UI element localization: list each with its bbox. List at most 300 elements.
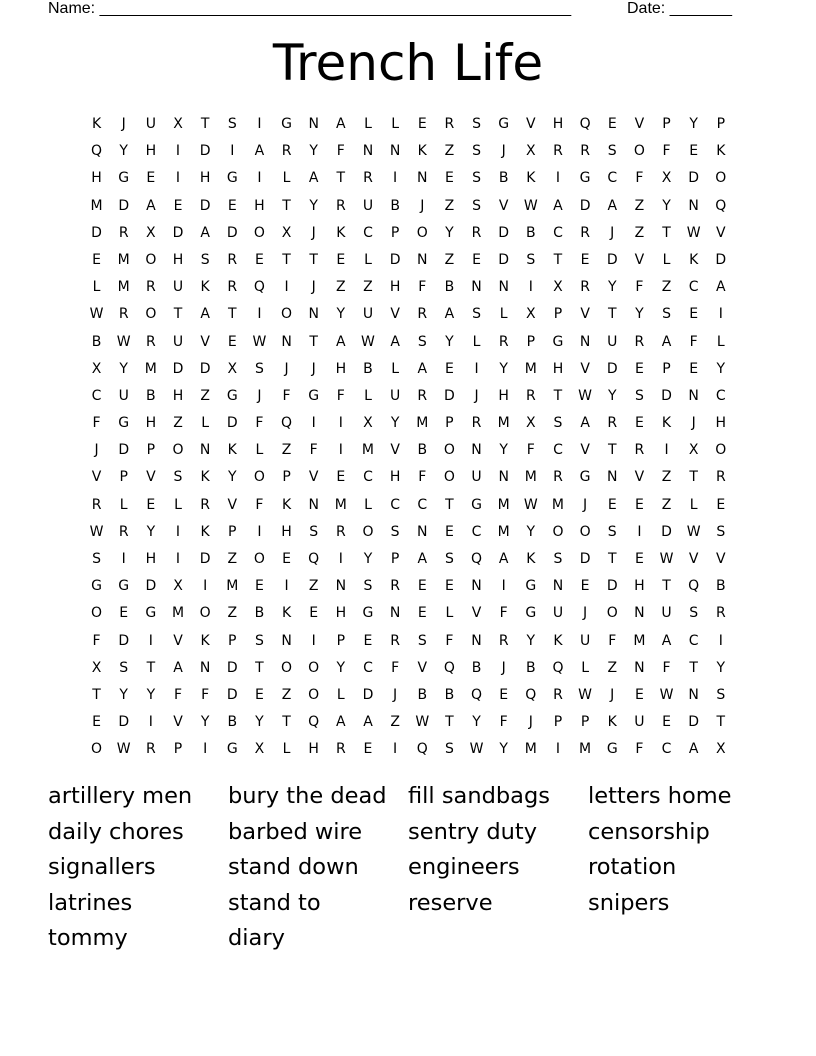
grid-letter: R [145, 333, 156, 350]
grid-letter: F [282, 387, 291, 404]
grid-letter: F [635, 279, 644, 296]
grid-letter: O [281, 306, 293, 323]
grid-letter: T [282, 197, 291, 214]
grid-letter: Y [119, 686, 128, 703]
grid-letter: R [118, 224, 129, 241]
grid-letter: M [497, 496, 510, 513]
grid-letter: G [606, 741, 618, 758]
word-list-item: rotation [588, 854, 677, 881]
grid-letter: S [309, 523, 319, 540]
word-list-row [48, 921, 768, 957]
grid-letter: I [257, 116, 262, 132]
grid-letter: A [688, 741, 699, 758]
grid-letter: M [416, 415, 429, 432]
grid-letter: U [118, 387, 129, 404]
grid-letter: P [553, 714, 563, 731]
grid-letter: N [498, 469, 509, 486]
grid-letter: S [444, 551, 454, 567]
grid-letter: I [203, 741, 208, 758]
grid-letter: R [471, 415, 482, 432]
grid-letter: O [145, 251, 157, 268]
word-list-item: artillery men [48, 783, 193, 809]
grid-letter: T [309, 333, 318, 350]
grid-letter: F [662, 659, 671, 676]
grid-letter: E [634, 551, 644, 567]
grid-letter: E [499, 686, 509, 703]
grid-letter: A [200, 224, 210, 241]
grid-letter: Y [309, 143, 318, 160]
grid-letter: I [474, 360, 479, 377]
grid-letter: H [172, 387, 184, 404]
grid-letter: R [634, 442, 645, 459]
grid-letter: T [716, 714, 726, 731]
word-list-item: tommy [48, 925, 128, 952]
grid-letter: I [121, 551, 126, 567]
grid-letter: K [227, 442, 237, 459]
grid-letter: X [553, 279, 563, 296]
name-field-label: Name: _____________________________________________________ [48, 0, 572, 17]
grid-letter: O [715, 442, 727, 459]
grid-letter: S [526, 251, 536, 268]
grid-letter: E [119, 605, 129, 622]
grid-letter: R [553, 686, 563, 703]
grid-letter: L [445, 605, 454, 622]
grid-letter: L [391, 116, 400, 132]
grid-letter: K [689, 251, 699, 268]
grid-letter: A [661, 632, 672, 649]
grid-letter: J [583, 496, 588, 513]
grid-letter: E [607, 116, 617, 132]
grid-letter: K [716, 143, 726, 160]
word-list-item: snipers [588, 889, 670, 916]
grid-letter: Z [308, 578, 319, 595]
grid-letter: P [390, 551, 400, 567]
grid-letter: O [416, 224, 428, 241]
grid-letter: G [91, 578, 102, 595]
grid-letter: G [118, 415, 130, 432]
grid-letter: H [498, 387, 509, 404]
grid-letter: W [523, 496, 538, 513]
grid-letter: X [91, 659, 102, 676]
grid-letter: F [92, 415, 101, 432]
grid-letter: Y [526, 523, 536, 540]
grid-letter: Y [526, 632, 536, 649]
grid-letter: D [118, 632, 130, 649]
word-list-item: latrines [48, 889, 133, 916]
grid-letter: C [363, 469, 373, 486]
grid-letter: Q [525, 686, 537, 703]
grid-letter: J [393, 686, 398, 703]
grid-letter: E [607, 496, 617, 513]
grid-letter: S [200, 251, 210, 268]
grid-letter: E [336, 251, 346, 268]
grid-letter: K [200, 523, 210, 540]
grid-letter: R [200, 496, 210, 513]
grid-letter: R [715, 605, 726, 622]
grid-letter: H [715, 415, 727, 432]
word-search-grid [83, 111, 735, 764]
grid-letter: H [145, 551, 157, 567]
grid-letter: F [499, 605, 508, 622]
grid-letter: L [119, 496, 128, 513]
grid-letter: W [89, 306, 104, 323]
grid-letter: K [200, 469, 210, 486]
grid-letter: E [444, 170, 454, 187]
grid-letter: E [227, 333, 237, 350]
grid-letter: J [610, 224, 615, 241]
grid-letter: W [659, 551, 674, 567]
grid-letter: T [255, 659, 264, 676]
grid-letter: W [116, 741, 131, 758]
grid-letter: Q [471, 686, 483, 703]
grid-letter: N [199, 659, 211, 676]
grid-letter: C [661, 741, 672, 758]
grid-letter: V [200, 333, 210, 350]
grid-letter: F [662, 143, 671, 160]
grid-letter: J [311, 224, 316, 241]
grid-letter: Q [281, 415, 293, 432]
grid-letter: N [607, 469, 618, 486]
grid-letter: V [716, 224, 726, 241]
grid-letter: I [393, 170, 398, 187]
grid-letter: D [579, 551, 591, 567]
grid-letter: V [173, 632, 183, 649]
grid-letter: D [91, 224, 102, 241]
grid-letter: Z [390, 714, 400, 731]
grid-letter: M [117, 279, 130, 296]
grid-letter: T [309, 251, 318, 268]
grid-letter: R [715, 469, 726, 486]
grid-letter: G [118, 170, 130, 187]
grid-letter: M [551, 496, 564, 513]
grid-letter: I [257, 523, 262, 540]
grid-letter: G [525, 605, 537, 622]
grid-letter: N [498, 279, 509, 296]
grid-letter: E [282, 551, 291, 567]
grid-letter: I [664, 442, 669, 459]
grid-letter: S [417, 333, 427, 350]
grid-letter: I [175, 170, 181, 187]
grid-letter: T [607, 306, 617, 323]
grid-letter: H [145, 415, 157, 432]
grid-letter: R [580, 224, 590, 241]
grid-letter: I [393, 741, 398, 758]
grid-letter: R [444, 116, 455, 132]
grid-letter: I [311, 632, 316, 649]
grid-letter: U [471, 469, 482, 486]
grid-letter: O [253, 551, 265, 567]
grid-letter: N [634, 605, 645, 622]
grid-letter: J [94, 442, 99, 459]
grid-letter: G [579, 170, 591, 187]
grid-letter: V [526, 116, 536, 132]
grid-letter: Q [443, 659, 455, 676]
grid-letter: W [361, 333, 375, 350]
grid-letter: C [553, 224, 563, 241]
grid-letter: V [580, 360, 590, 377]
grid-letter: Z [634, 197, 645, 214]
grid-letter: Y [227, 469, 237, 486]
word-list-item: sentry duty [408, 818, 538, 845]
grid-letter: R [335, 197, 346, 214]
grid-letter: I [175, 551, 181, 567]
grid-letter: Y [363, 551, 373, 567]
grid-letter: H [389, 469, 401, 486]
grid-letter: O [253, 224, 265, 241]
grid-letter: N [688, 686, 699, 703]
grid-letter: H [335, 605, 347, 622]
grid-letter: J [257, 387, 262, 404]
grid-letter: I [284, 578, 289, 595]
grid-letter: V [227, 496, 238, 513]
grid-letter: F [526, 442, 535, 459]
grid-letter: L [662, 251, 671, 268]
grid-letter: C [91, 387, 102, 404]
grid-letter: S [472, 170, 481, 187]
grid-letter: D [199, 143, 211, 160]
grid-letter: M [361, 442, 375, 459]
grid-letter: U [661, 605, 672, 622]
grid-letter: R [335, 741, 346, 758]
page-title: Trench Life [272, 34, 544, 92]
grid-letter: R [227, 279, 238, 296]
grid-letter: N [471, 578, 482, 595]
grid-letter: E [580, 251, 590, 268]
grid-letter: A [200, 306, 210, 323]
grid-letter: X [227, 360, 238, 377]
grid-letter: P [173, 741, 183, 758]
grid-letter: I [148, 632, 153, 649]
grid-letter: T [662, 224, 671, 241]
grid-letter: S [607, 143, 617, 160]
grid-letter: U [389, 387, 401, 404]
grid-letter: S [363, 578, 373, 595]
grid-letter: Y [499, 741, 508, 758]
grid-letter: Q [552, 659, 564, 676]
grid-letter: Y [200, 714, 210, 731]
grid-letter: G [308, 387, 320, 404]
grid-letter: G [525, 578, 537, 595]
grid-letter: F [309, 442, 318, 459]
grid-letter: Y [119, 143, 128, 160]
grid-letter: Y [390, 415, 400, 432]
grid-letter: E [662, 714, 671, 731]
grid-letter: U [607, 333, 618, 350]
grid-letter: D [715, 251, 727, 268]
grid-letter: P [390, 224, 400, 241]
grid-letter: L [174, 496, 182, 513]
grid-letter: A [254, 143, 265, 160]
word-list-item: bury the dead [228, 783, 387, 809]
grid-letter: E [92, 714, 101, 731]
grid-letter: Y [472, 714, 481, 731]
grid-letter: G [118, 578, 130, 595]
grid-letter: K [553, 632, 563, 649]
grid-letter: Y [662, 197, 671, 214]
grid-letter: E [309, 605, 319, 622]
grid-letter: R [417, 387, 428, 404]
word-list-row [48, 779, 768, 815]
grid-letter: R [471, 224, 482, 241]
grid-letter: P [553, 306, 563, 323]
grid-letter: Z [281, 686, 292, 703]
grid-letter: I [284, 279, 289, 296]
grid-letter: L [201, 415, 210, 432]
grid-letter: Z [661, 496, 672, 513]
grid-letter: N [579, 333, 591, 350]
grid-letter: I [311, 415, 316, 432]
grid-letter: R [417, 306, 428, 323]
grid-letter: W [659, 686, 674, 703]
grid-letter: E [363, 632, 373, 649]
grid-letter: I [718, 632, 723, 649]
word-list-item: reserve [408, 889, 493, 916]
grid-letter: I [338, 442, 343, 459]
grid-letter: Z [661, 469, 672, 486]
grid-letter: S [689, 605, 699, 622]
grid-letter: N [417, 170, 428, 187]
grid-letter: S [254, 632, 264, 649]
grid-letter: E [634, 496, 644, 513]
grid-letter: V [498, 197, 509, 214]
grid-letter: Q [471, 551, 483, 567]
grid-letter: L [282, 741, 291, 758]
grid-letter: D [118, 714, 130, 731]
grid-letter: Y [499, 442, 508, 459]
grid-letter: N [308, 116, 319, 132]
grid-letter: H [199, 170, 211, 187]
grid-letter: F [418, 469, 427, 486]
grid-letter: E [417, 605, 427, 622]
grid-letter: L [364, 387, 372, 404]
grid-letter: W [116, 333, 131, 350]
grid-letter: E [146, 496, 156, 513]
grid-letter: K [526, 170, 536, 187]
grid-letter: V [580, 306, 590, 323]
grid-letter: X [91, 360, 102, 377]
grid-letter: W [252, 333, 267, 350]
grid-letter: Q [416, 741, 428, 758]
grid-letter: D [389, 251, 401, 268]
grid-letter: O [91, 741, 103, 758]
grid-letter: H [308, 741, 319, 758]
grid-letter: T [553, 251, 563, 268]
grid-letter: D [498, 251, 510, 268]
grid-letter: U [145, 116, 156, 132]
grid-letter: J [284, 360, 289, 377]
grid-letter: T [445, 496, 454, 513]
grid-letter: J [691, 415, 696, 432]
grid-letter: R [580, 279, 590, 296]
grid-letter: Z [444, 197, 455, 214]
word-list-item: barbed wire [228, 818, 363, 845]
grid-letter: O [579, 523, 591, 540]
grid-letter: B [498, 170, 509, 187]
grid-letter: D [661, 523, 672, 540]
grid-letter: N [471, 442, 482, 459]
grid-letter: H [145, 143, 157, 160]
grid-letter: N [688, 387, 699, 404]
grid-letter: H [389, 279, 401, 296]
grid-letter: I [257, 170, 262, 187]
grid-letter: J [583, 605, 588, 622]
grid-letter: F [92, 632, 101, 649]
date-field-label: Date: _______ [627, 0, 732, 17]
grid-letter: I [555, 741, 561, 758]
grid-letter: J [528, 714, 533, 731]
grid-letter: S [472, 306, 481, 323]
grid-letter: D [172, 224, 184, 241]
grid-letter: N [634, 659, 645, 676]
grid-letter: E [634, 360, 644, 377]
grid-letter: V [390, 306, 400, 323]
grid-letter: V [173, 714, 183, 731]
grid-letter: D [579, 197, 591, 214]
grid-letter: A [173, 659, 183, 676]
word-list-item: letters home [588, 783, 732, 809]
grid-letter: Z [227, 605, 238, 622]
grid-letter: T [607, 551, 617, 567]
grid-letter: K [526, 551, 536, 567]
grid-letter: H [552, 360, 564, 377]
grid-letter: C [688, 632, 699, 649]
grid-letter: L [472, 333, 481, 350]
grid-letter: S [444, 741, 454, 758]
grid-letter: Q [579, 116, 591, 132]
grid-letter: B [363, 360, 373, 377]
grid-letter: C [417, 496, 428, 513]
grid-letter: I [148, 714, 153, 731]
grid-letter: M [497, 523, 510, 540]
grid-letter: T [607, 442, 617, 459]
grid-letter: S [607, 523, 617, 540]
grid-letter: Z [281, 442, 292, 459]
grid-letter: D [444, 387, 455, 404]
grid-letter: V [471, 605, 482, 622]
grid-letter: O [552, 523, 564, 540]
grid-letter: O [606, 605, 618, 622]
grid-letter: L [364, 496, 372, 513]
grid-letter: N [335, 578, 347, 595]
grid-letter: F [445, 632, 454, 649]
grid-letter: V [716, 551, 726, 567]
grid-letter: U [362, 197, 374, 214]
grid-letter: D [145, 578, 157, 595]
grid-letter: I [528, 279, 533, 296]
grid-letter: E [173, 197, 183, 214]
grid-letter: B [254, 605, 265, 622]
grid-letter: A [336, 333, 346, 350]
grid-letter: O [172, 442, 184, 459]
grid-letter: U [362, 306, 374, 323]
grid-letter: T [553, 387, 563, 404]
grid-letter: T [146, 659, 156, 676]
grid-letter: Z [444, 251, 455, 268]
grid-letter: X [254, 741, 265, 758]
grid-letter: N [389, 605, 401, 622]
grid-letter: R [553, 143, 563, 160]
grid-letter: V [308, 469, 319, 486]
grid-letter: T [662, 578, 671, 595]
grid-letter: F [391, 659, 400, 676]
grid-letter: Z [336, 279, 346, 296]
grid-letter: R [498, 632, 509, 649]
grid-letter: E [472, 251, 481, 268]
grid-letter: G [471, 496, 482, 513]
grid-letter: F [635, 741, 644, 758]
grid-letter: D [199, 360, 211, 377]
grid-letter: V [688, 551, 699, 567]
